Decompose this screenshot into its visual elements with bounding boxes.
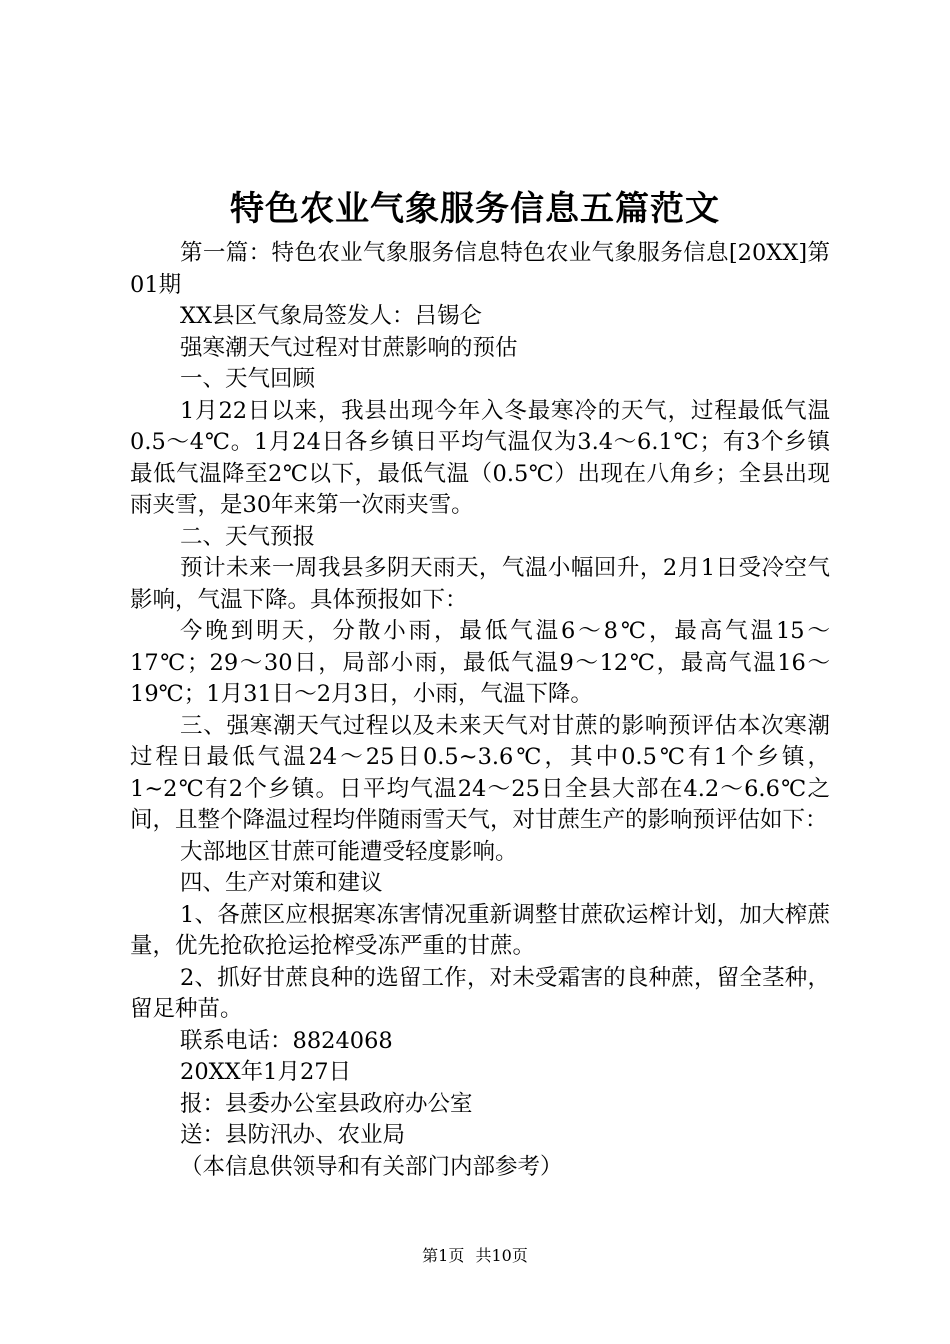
paragraph-contact-phone: 联系电话：8824068 [180, 1027, 393, 1054]
paragraph-impact-result: 大部地区甘蔗可能遭受轻度影响。 [180, 838, 518, 865]
paragraph-issuer: XX县区气象局签发人：吕锡仑 [180, 303, 483, 329]
page-footer [0, 1245, 950, 1267]
paragraph-date: 20XX年1月27日 [180, 1059, 352, 1085]
paragraph-note: （本信息供领导和有关部门内部参考） [180, 1153, 563, 1180]
paragraph-measure-2: 2、抓好甘蔗良种的选留工作，对未受霜害的良种蔗，留全茎种，留足种苗。 [130, 964, 830, 1022]
paragraph-weather-review: 1月22日以来，我县出现今年入冬最寒冷的天气，过程最低气温0.5～4℃。1月24日各乡镇日平均气温仅为3.4～6.1℃；有3个乡镇最低气温降至2℃以下，最低气温（0.5℃）出现在八角乡；全县出现雨夹雪，是30年来第一次雨夹雪。 [130, 397, 830, 518]
paragraph-subtitle: 强寒潮天气过程对甘蔗影响的预估 [180, 334, 518, 361]
heading-weather-review: 一、天气回顾 [180, 366, 316, 392]
page-total: 共10页 [475, 1246, 528, 1265]
heading-countermeasures: 四、生产对策和建议 [180, 870, 383, 896]
paragraph-send-to: 送：县防汛办、农业局 [180, 1122, 406, 1148]
document-body [130, 238, 830, 1183]
paragraph-impact-assessment: 三、强寒潮天气过程以及未来天气对甘蔗的影响预评估本次寒潮过程日最低气温24～25日0.5~3.6℃，其中0.5℃有1个乡镇，1~2℃有2个乡镇。日平均气温24～25日全县大部在4.2～6.6℃之间，且整个降温过程均伴随雨雪天气，对甘蔗生产的影响预评估如下： [130, 712, 830, 833]
heading-weather-forecast: 二、天气预报 [180, 523, 316, 550]
document-title: 特色农业气象服务信息五篇范文 [230, 189, 720, 229]
paragraph-intro: 第一篇：特色农业气象服务信息特色农业气象服务信息[20XX]第01期 [130, 240, 830, 298]
paragraph-report-to: 报：县委办公室县政府办公室 [180, 1090, 473, 1117]
paragraph-measure-1: 1、各蔗区应根据寒冻害情况重新调整甘蔗砍运榨计划，加大榨蔗量，优先抢砍抢运抢榨受冻严重的甘蔗。 [130, 901, 830, 959]
paragraph-forecast-detail: 今晚到明天，分散小雨，最低气温6～8℃，最高气温15～17℃；29～30日，局部小雨，最低气温9～12℃，最高气温16～19℃；1月31日～2月3日，小雨，气温下降。 [130, 618, 830, 707]
paragraph-forecast-summary: 预计未来一周我县多阴天雨天，气温小幅回升，2月1日受冷空气影响，气温下降。具体预报如下： [130, 555, 830, 613]
page-number: 第1页 [422, 1246, 465, 1265]
